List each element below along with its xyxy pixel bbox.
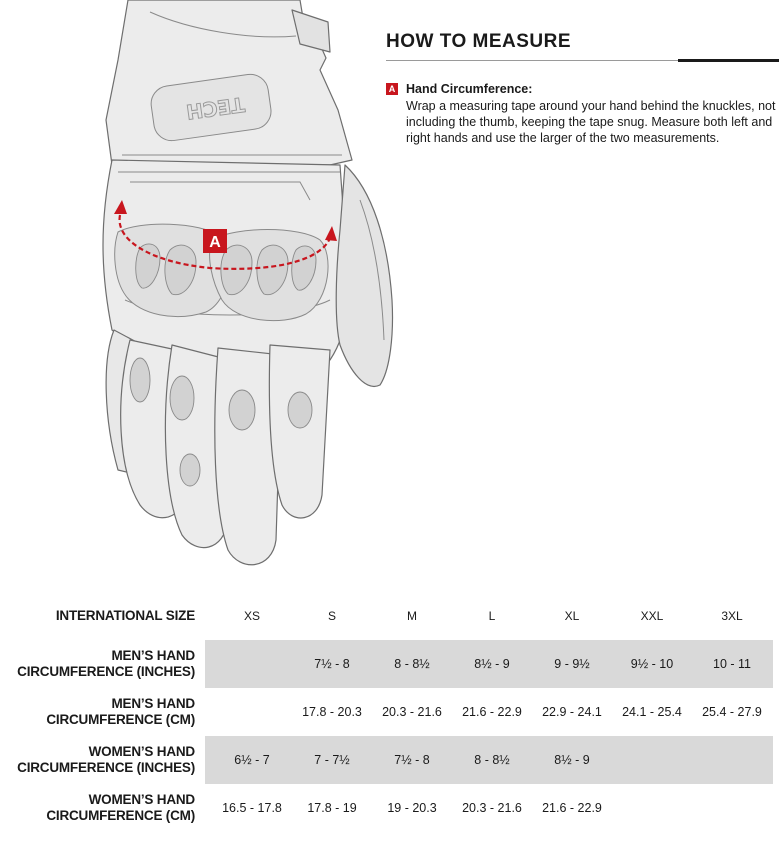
title-divider-accent [678,59,779,62]
table-cell: 6½ - 7 [234,753,270,767]
table-row-womens-inches [0,736,783,784]
size-s: S [327,609,336,623]
size-m: M [407,609,417,623]
glove-illustration [0,0,420,575]
table-cell: 7½ - 8 [314,657,350,671]
table-cell [692,736,772,784]
row-label: WOMEN’S HAND CIRCUMFERENCE (INCHES) [17,744,195,775]
size-table [0,592,783,832]
table-cell: 8 - 8½ [474,753,510,767]
table-cell: 8 - 8½ [394,657,430,671]
table-cell: 19 - 20.3 [387,801,437,815]
table-cell [612,736,692,784]
table-cell [692,784,772,832]
size-xs: XS [243,609,260,623]
table-cell: 9½ - 10 [630,657,674,671]
measure-badge: A [386,83,398,95]
size-3xl: 3XL [721,609,743,623]
brand-mark: TECH [184,92,247,125]
size-xxl: XXL [640,609,664,623]
measure-marker-label: A [209,234,221,251]
table-cell: 22.9 - 24.1 [542,705,602,719]
table-cell [212,640,292,688]
how-to-measure-title: HOW TO MEASURE [386,31,572,52]
table-cell: 16.5 - 17.8 [222,801,282,815]
measure-instructions: Wrap a measuring tape around your hand behind the knuckles, not including the thumb, keeping the tape snug. Measure both left and right hands and use the larger of the two measurements. [406,99,776,145]
table-cell: 10 - 11 [713,657,751,671]
table-cell: 20.3 - 21.6 [382,705,442,719]
size-xl: XL [564,609,580,623]
table-cell: 21.6 - 22.9 [462,705,522,719]
measure-heading: Hand Circumference: [406,82,533,96]
table-cell: 17.8 - 20.3 [302,705,362,719]
table-row-mens-inches [0,640,783,688]
table-row-womens-cm [0,784,783,832]
table-cell: 20.3 - 21.6 [462,801,522,815]
table-cell: 9 - 9½ [554,657,590,671]
table-cell: 8½ - 9 [554,753,590,767]
row-label: WOMEN’S HAND CIRCUMFERENCE (CM) [46,792,195,823]
table-row-mens-cm [0,688,783,736]
table-cell: 8½ - 9 [474,657,510,671]
table-cell [212,688,292,736]
table-header-row [0,592,783,640]
table-cell: 25.4 - 27.9 [702,705,762,719]
table-cell [612,784,692,832]
size-l: L [488,609,496,623]
table-cell: 7 - 7½ [314,753,350,767]
row-label: MEN’S HAND CIRCUMFERENCE (INCHES) [17,648,195,679]
table-cell: 17.8 - 19 [307,801,357,815]
table-cell: 7½ - 8 [394,753,430,767]
row-label: MEN’S HAND CIRCUMFERENCE (CM) [46,696,195,727]
header-label: INTERNATIONAL SIZE [55,608,195,623]
table-cell: 24.1 - 25.4 [622,705,682,719]
table-cell: 21.6 - 22.9 [542,801,602,815]
